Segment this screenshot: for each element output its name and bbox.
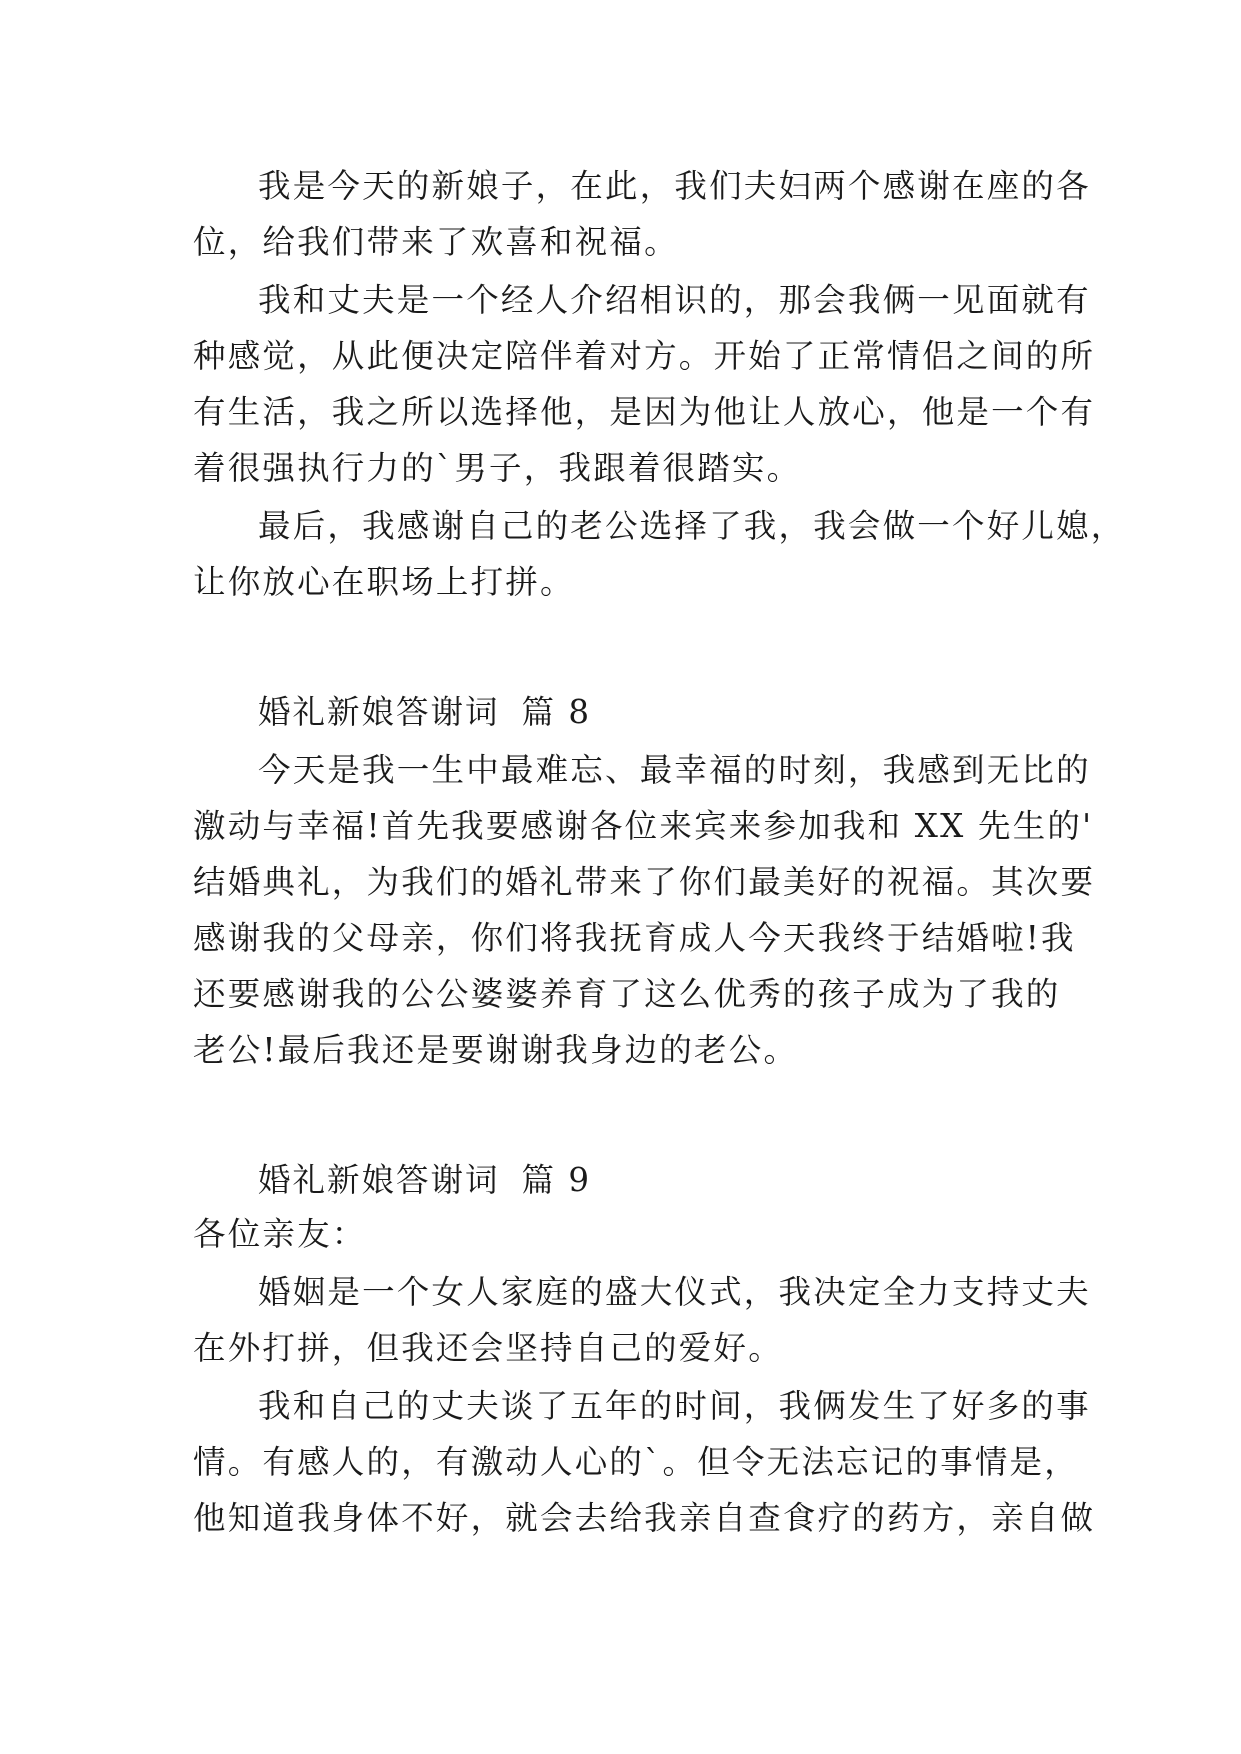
salutation: 各位亲友： [193,1215,367,1253]
section-title: 婚礼新娘答谢词 [258,1161,500,1199]
paragraph-line: 位，给我们带来了欢喜和祝福。 [193,223,679,261]
paragraph-line: 感谢我的父母亲，你们将我抚育成人今天我终于结婚啦!我 [193,919,1076,957]
paragraph-line: 让你放心在职场上打拼。 [193,563,575,601]
section-heading [258,684,591,740]
paragraph-line: 有生活，我之所以选择他，是因为他让人放心，他是一个有 [193,393,1096,431]
paragraph-line: 着很强执行力的`男子，我跟着很踏实。 [193,449,802,487]
section-number: 篇 9 [521,1161,592,1199]
paragraph-line: 种感觉，从此便决定陪伴着对方。开始了正常情侣之间的所 [193,337,1096,375]
paragraph-line: 结婚典礼，为我们的婚礼带来了你们最美好的祝福。其次要 [193,863,1096,901]
paragraph-line: 今天是我一生中最难忘、最幸福的时刻，我感到无比的 [258,751,1091,789]
paragraph-line: 情。有感人的，有激动人心的`。但令无法忘记的事情是， [193,1443,1079,1481]
section-number: 篇 8 [521,693,592,731]
paragraph-line: 激动与幸福!首先我要感谢各位来宾来参加我和 XX 先生的' [193,807,1094,845]
paragraph-line: 我和自己的丈夫谈了五年的时间，我俩发生了好多的事 [258,1387,1091,1425]
paragraph-line: 最后，我感谢自己的老公选择了我，我会做一个好儿媳， [258,507,1126,545]
paragraph-line: 在外打拼，但我还会坚持自己的爱好。 [193,1329,783,1367]
section-title: 婚礼新娘答谢词 [258,693,500,731]
paragraph-line: 还要感谢我的公公婆婆养育了这么优秀的孩子成为了我的 [193,975,1061,1013]
paragraph-line: 婚姻是一个女人家庭的盛大仪式，我决定全力支持丈夫 [258,1273,1091,1311]
paragraph-line: 我是今天的新娘子，在此，我们夫妇两个感谢在座的各 [258,167,1091,205]
paragraph-line: 他知道我身体不好，就会去给我亲自查食疗的药方，亲自做 [193,1499,1096,1537]
paragraph-line: 老公!最后我还是要谢谢我身边的老公。 [193,1031,799,1069]
section-heading [258,1152,591,1208]
paragraph-line: 我和丈夫是一个经人介绍相识的，那会我俩一见面就有 [258,281,1091,319]
